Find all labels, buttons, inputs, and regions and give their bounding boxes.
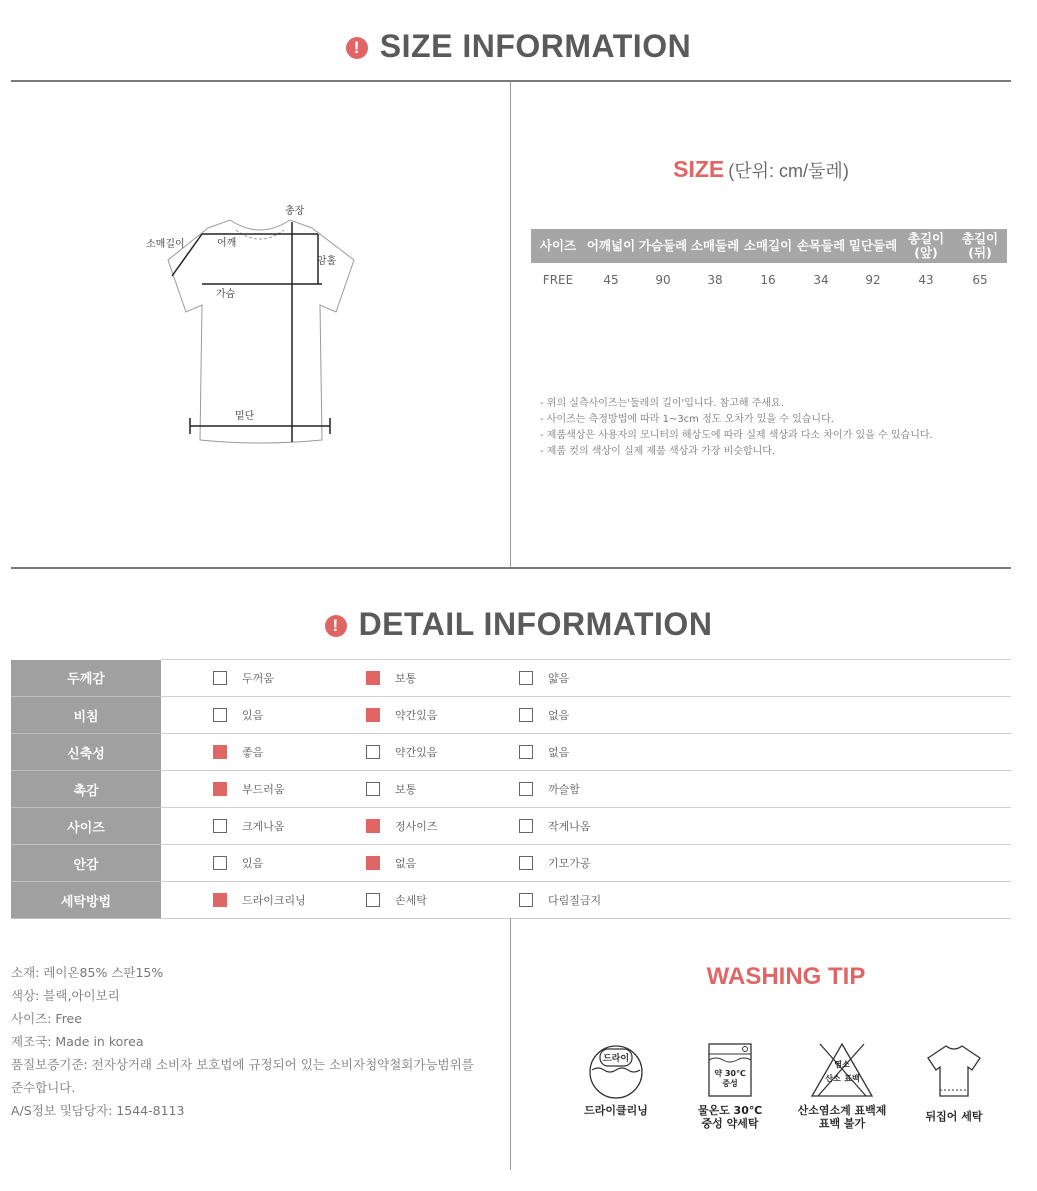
detail-option (366, 892, 427, 908)
no-bleach-chlorine-text: 염소 (834, 1060, 850, 1069)
size-header-cell: 가슴둘레 (637, 229, 689, 263)
checkbox-unchecked (519, 893, 533, 907)
detail-option (213, 892, 306, 908)
checkbox-unchecked (213, 819, 227, 833)
material-line: 준수합니다. (11, 1080, 76, 1095)
detail-row-options (161, 845, 1011, 882)
detail-option-label: 부드러움 (242, 783, 285, 796)
label-armhole: 암홀 (317, 256, 337, 267)
wash-item-no-bleach (782, 1040, 902, 1130)
washing-tip-title: WASHING TIP (706, 963, 866, 990)
detail-information-title-text: DETAIL INFORMATION (358, 606, 713, 642)
checkbox-checked (366, 708, 380, 722)
checkbox-unchecked (519, 782, 533, 796)
detail-option-label: 까슬함 (548, 783, 580, 796)
size-table-row (531, 263, 1007, 297)
detail-option-label: 손세탁 (395, 894, 427, 907)
size-header-cell: 사이즈 (531, 229, 585, 263)
checkbox-checked (213, 745, 227, 759)
checkbox-unchecked (213, 671, 227, 685)
detail-row (11, 697, 1011, 734)
size-note: - 사이즈는 측정방법에 따라 1~3cm 정도 오차가 있을 수 있습니다. (540, 414, 834, 425)
detail-option-label: 있음 (242, 709, 264, 722)
wash-tub-label: 물온도 30℃ 중성 약세탁 (697, 1104, 763, 1130)
detail-row-options (161, 697, 1011, 734)
size-header-cell: 소매길이 (741, 229, 795, 263)
label-shoulder: 어깨 (217, 238, 237, 249)
divider-top (11, 80, 1011, 82)
divider-size-bottom (11, 567, 1011, 569)
checkbox-checked (366, 671, 380, 685)
detail-option (519, 892, 601, 908)
checkbox-unchecked (519, 856, 533, 870)
detail-option-label: 좋음 (242, 746, 264, 759)
checkbox-unchecked (366, 893, 380, 907)
label-chest: 가슴 (216, 289, 236, 300)
detail-option (213, 670, 274, 686)
detail-row-label: 두께감 (11, 660, 161, 697)
tub-neutral-text: 중성 (722, 1079, 738, 1088)
detail-option-label: 있음 (242, 857, 264, 870)
size-heading-text: SIZE (673, 156, 725, 182)
dry-clean-icon (586, 1040, 646, 1100)
size-cell: 38 (707, 273, 723, 287)
wash-tub-icon (700, 1040, 760, 1100)
detail-option (213, 818, 285, 834)
material-info (11, 961, 506, 1122)
size-unit: (단위: cm/둘레) (728, 161, 849, 181)
detail-information-title (0, 606, 1037, 643)
detail-row-label: 촉감 (11, 771, 161, 808)
inside-out-label: 뒤집어 세탁 (925, 1110, 983, 1123)
checkbox-unchecked (519, 819, 533, 833)
detail-option-label: 약간있음 (395, 746, 438, 759)
detail-option-label: 다림질금지 (548, 894, 602, 907)
no-bleach-bleach-text: 표백 (844, 1074, 860, 1083)
checkbox-checked (366, 819, 380, 833)
dry-clean-symbol-text: 드라이 (602, 1054, 630, 1064)
size-note: - 제품색상은 사용자의 모니터의 해상도에 따라 실제 색상과 다소 차이가 있을 수 있습니다. (540, 430, 933, 441)
detail-option (366, 855, 416, 871)
checkbox-unchecked (519, 708, 533, 722)
detail-option-label: 두꺼움 (242, 672, 274, 685)
detail-row-label: 신축성 (11, 734, 161, 771)
detail-option (519, 670, 569, 686)
material-line: 사이즈: Free (11, 1011, 82, 1026)
size-cell: 90 (655, 273, 671, 287)
tshirt-measurement-diagram (140, 200, 380, 450)
label-hem: 밑단 (235, 411, 255, 422)
detail-option-label: 없음 (548, 709, 570, 722)
material-line: 소재: 레이온85% 스판15% (11, 965, 164, 980)
alert-icon: ! (346, 37, 368, 59)
detail-option (366, 744, 438, 760)
detail-option (519, 781, 580, 797)
checkbox-checked (213, 782, 227, 796)
detail-row-options (161, 771, 1011, 808)
size-cell: 43 (918, 273, 934, 287)
detail-row (11, 882, 1011, 919)
detail-option (213, 781, 285, 797)
detail-row (11, 660, 1011, 697)
detail-option (366, 670, 416, 686)
size-header-cell: 손목둘레 (795, 229, 847, 263)
alert-icon: ! (325, 615, 347, 637)
detail-option (519, 855, 591, 871)
detail-option (213, 707, 263, 723)
no-bleach-icon (808, 1040, 876, 1100)
size-header-cell: 소매둘레 (689, 229, 741, 263)
detail-row-options (161, 660, 1011, 697)
size-information-title (0, 28, 1037, 65)
size-information-title-text: SIZE INFORMATION (379, 28, 692, 64)
detail-option-label: 기모가공 (548, 857, 591, 870)
wash-item-tub (670, 1040, 790, 1130)
size-header-cell: 어깨넓이 (585, 229, 637, 263)
detail-option-label: 약간있음 (395, 709, 438, 722)
checkbox-checked (366, 856, 380, 870)
detail-row (11, 845, 1011, 882)
detail-row (11, 808, 1011, 845)
material-line: A/S정보 및담당자: 1544-8113 (11, 1103, 185, 1118)
size-header-cell: 총길이 (앞) (899, 229, 953, 263)
detail-option (213, 744, 263, 760)
detail-option (519, 744, 569, 760)
checkbox-checked (213, 893, 227, 907)
size-note: - 제품 컷의 색상이 실제 제품 색상과 가장 비슷합니다. (540, 446, 776, 457)
divider-vertical-bottom (510, 918, 511, 1170)
checkbox-unchecked (213, 708, 227, 722)
size-table (531, 229, 1007, 297)
detail-option-label: 없음 (395, 857, 417, 870)
size-heading (511, 156, 1011, 183)
detail-option (213, 855, 263, 871)
detail-option-label: 없음 (548, 746, 570, 759)
detail-option (519, 818, 591, 834)
tub-temp-text: 약 30℃ (714, 1069, 746, 1078)
size-header-cell: 밑단둘레 (847, 229, 899, 263)
detail-option-label: 보통 (395, 672, 417, 685)
detail-row (11, 734, 1011, 771)
detail-row-options (161, 882, 1011, 919)
detail-option (366, 707, 438, 723)
detail-option-label: 보통 (395, 783, 417, 796)
material-line: 품질보증기준: 전자상거래 소비자 보호법에 규정되어 있는 소비자청약철회가능범위를 (11, 1057, 474, 1072)
detail-row (11, 771, 1011, 808)
detail-row-label: 사이즈 (11, 808, 161, 845)
material-line: 색상: 블랙,아이보리 (11, 988, 120, 1003)
checkbox-unchecked (366, 745, 380, 759)
size-cell: 65 (972, 273, 988, 287)
size-note: - 위의 실측사이즈는'둘레의 길이'입니다. 참고해 주세요. (540, 398, 784, 409)
inside-out-shirt-icon (924, 1040, 984, 1100)
checkbox-unchecked (213, 856, 227, 870)
size-table-header (531, 229, 1007, 263)
detail-option (366, 781, 416, 797)
detail-option-label: 정사이즈 (395, 820, 438, 833)
size-notes (540, 396, 933, 460)
size-cell: 34 (813, 273, 829, 287)
wash-item-dry-clean (556, 1040, 676, 1117)
checkbox-unchecked (519, 671, 533, 685)
size-cell: 92 (865, 273, 881, 287)
checkbox-unchecked (366, 782, 380, 796)
detail-row-label: 안감 (11, 845, 161, 882)
detail-table (11, 659, 1011, 919)
detail-row-label: 세탁방법 (11, 882, 161, 919)
label-sleeve-length: 소매길이 (146, 239, 185, 250)
detail-row-options (161, 734, 1011, 771)
detail-option (366, 818, 438, 834)
no-bleach-label: 산소염소계 표백제 표백 불가 (797, 1104, 887, 1130)
size-cell: 16 (760, 273, 776, 287)
size-table-body (531, 263, 1007, 297)
detail-row-options (161, 808, 1011, 845)
detail-option-label: 얇음 (548, 672, 570, 685)
wash-item-inside-out (894, 1040, 1014, 1123)
divider-vertical-size (510, 82, 511, 568)
size-cell: 45 (603, 273, 619, 287)
detail-option-label: 크게나옴 (242, 820, 285, 833)
dry-clean-label: 드라이클리닝 (584, 1104, 648, 1117)
size-cell: FREE (542, 273, 574, 287)
label-total-length: 총장 (285, 206, 305, 217)
detail-option (519, 707, 569, 723)
size-header-cell: 총길이 (뒤) (953, 229, 1007, 263)
checkbox-unchecked (519, 745, 533, 759)
detail-table-body (11, 660, 1011, 919)
material-line: 제조국: Made in korea (11, 1034, 144, 1049)
detail-option-label: 작게나옴 (548, 820, 591, 833)
no-bleach-oxygen-text: 산소 (825, 1074, 841, 1083)
detail-row-label: 비침 (11, 697, 161, 734)
detail-option-label: 드라이크리닝 (242, 894, 306, 907)
